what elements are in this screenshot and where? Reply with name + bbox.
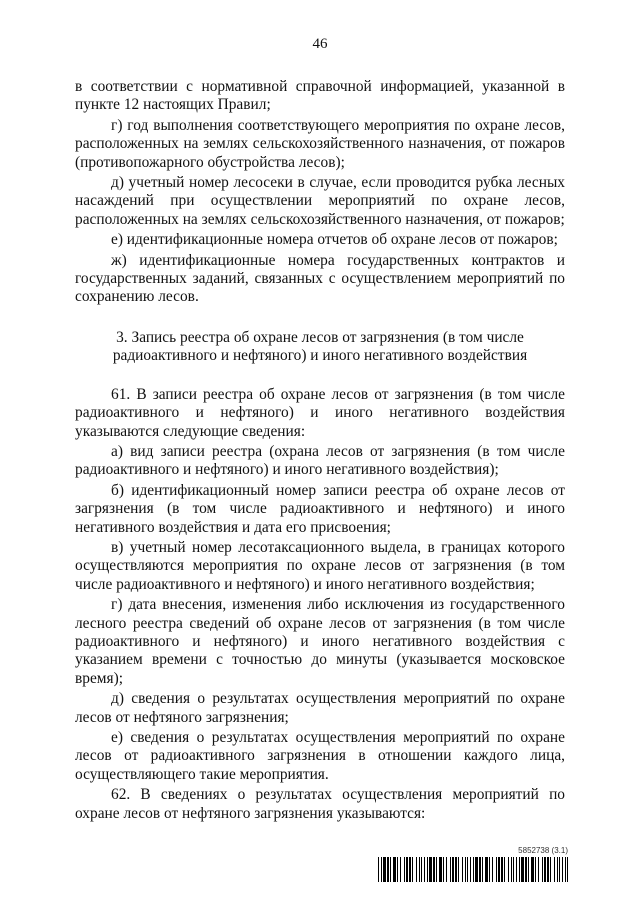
paragraph-61-b: б) идентификационный номер записи реестра об охране лесов от загрязнения (в том числе радиоактивного и нефтяного) и иного негативного воздействия и дата его присвоения; xyxy=(75,481,565,536)
document-code: 5852738 (3.1) xyxy=(518,846,568,855)
footer xyxy=(378,846,568,882)
section-heading xyxy=(75,329,565,366)
paragraph-61-v: в) учетный номер лесотаксационного выдела, в границах которого осуществляются мероприятия по охране лесов от загрязнения (в том числе радиоактивного и нефтяного) и иного негативного воздействия; xyxy=(75,538,565,593)
paragraph-61: 61. В записи реестра об охране лесов от загрязнения (в том числе радиоактивного и нефтяного) и иного негативного воздействия указываются следующие сведения: xyxy=(75,385,565,440)
paragraph-item-zh: ж) идентификационные номера государственных контрактов и государственных заданий, связанных с осуществлением мероприятий по сохранению лесов. xyxy=(75,251,565,306)
paragraph-item-d: д) учетный номер лесосеки в случае, если проводится рубка лесных насаждений при осуществлении мероприятий по охране лесов, расположенных на землях сельскохозяйственного назначения, от пожаров; xyxy=(75,174,565,228)
paragraph-item-g: г) год выполнения соответствующего мероприятия по охране лесов, расположенных на землях сельскохозяйственного назначения, от пожаров (противопожарного обустройства лесов); xyxy=(75,116,565,171)
section-heading-line-2: радиоактивного и нефтяного) и иного негативного воздействия xyxy=(112,347,528,365)
page-number: 46 xyxy=(312,36,328,52)
section-heading-line-1: 3. Запись реестра об охране лесов от загрязнения (в том числе xyxy=(116,328,524,346)
paragraph-continuation: в соответствии с нормативной справочной информацией, указанной в пункте 12 настоящих Правил; xyxy=(75,78,565,114)
barcode-icon xyxy=(378,857,568,882)
paragraph-61-g: г) дата внесения, изменения либо исключения из государственного лесного реестра сведений об охране лесов от загрязнения (в том числе радиоактивного и нефтяного) и иного негативного воздействия с указанием времени с точностью до минуты (указывается московское время); xyxy=(75,596,565,687)
paragraph-item-e: е) идентификационные номера отчетов об охране лесов от пожаров; xyxy=(111,231,558,249)
paragraph-61-d: д) сведения о результатах осуществления мероприятий по охране лесов от нефтяного загрязнения; xyxy=(75,690,565,726)
paragraph-61-e: е) сведения о результатах осуществления мероприятий по охране лесов от радиоактивного загрязнения в отношении каждого лица, осуществляющего такие мероприятия. xyxy=(75,729,565,783)
paragraph-62: 62. В сведениях о результатах осуществления мероприятий по охране лесов от нефтяного загрязнения указываются: xyxy=(75,786,565,822)
paragraph-61-a: а) вид записи реестра (охрана лесов от загрязнения (в том числе радиоактивного и нефтяного) и иного негативного воздействия); xyxy=(75,442,565,479)
document-body xyxy=(75,78,565,825)
